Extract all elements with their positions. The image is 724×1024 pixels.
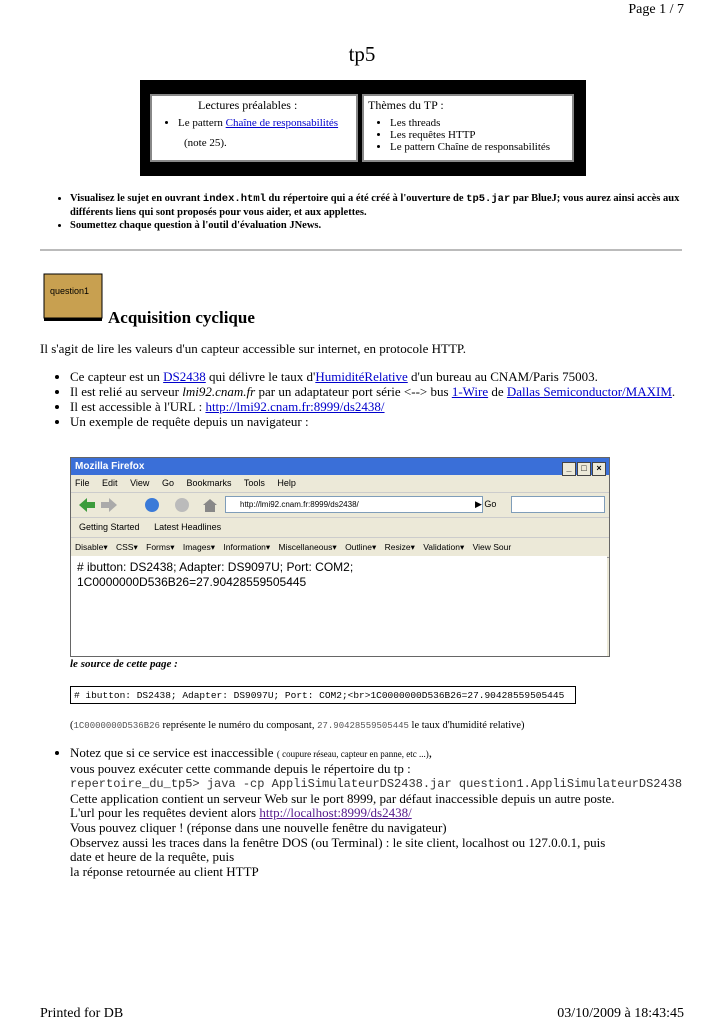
- dev-validation[interactable]: Validation▾: [423, 542, 465, 552]
- dev-disable[interactable]: Disable▾: [75, 542, 108, 552]
- reload-icon: [145, 498, 159, 512]
- readings-note: (note 25).: [184, 137, 227, 149]
- browser-content: [71, 556, 607, 656]
- footer-timestamp: 03/10/2009 à 18:43:45: [557, 1006, 684, 1021]
- folder-icon: [42, 272, 104, 322]
- intro-paragraph: Il s'agit de lire les valeurs d'un capteur accessible sur internet, en protocole HTTP.: [40, 341, 466, 356]
- inline-code: index.html: [202, 193, 266, 205]
- forward-icon: [101, 498, 117, 512]
- go-button[interactable]: ▶ Go: [475, 499, 497, 509]
- section-title: Acquisition cyclique: [108, 308, 255, 327]
- divider: [40, 249, 682, 251]
- inline-code: 27.90428559505445: [317, 721, 409, 731]
- document-title: tp5: [348, 42, 376, 66]
- themes-cell: [362, 94, 574, 162]
- command-line: repertoire_du_tp5> java -cp AppliSimulateurDS2438.jar question1.AppliSimulateurDS2438: [70, 777, 683, 792]
- text-line: Cette application contient un serveur Web sur le port 8999, par défaut inaccessible depuis un autre poste.: [70, 790, 615, 806]
- browser-titlebar: [71, 458, 609, 475]
- text-line: Observez aussi les traces dans la fenêtre DOS (ou Terminal) : le site client, localhost ou 127.0.0.1, puis: [70, 834, 606, 850]
- list-item: • Il est relié au serveur lmi92.cnam.fr par un adaptateur port série <--> bus 1-Wire de Dallas Semiconductor/MAXIM.: [70, 384, 696, 399]
- maximize-icon[interactable]: □: [577, 462, 591, 476]
- themes-item: • Le pattern Chaîne de responsabilités: [390, 141, 572, 153]
- nav-buttons: [77, 496, 217, 514]
- dev-css[interactable]: CSS▾: [116, 542, 138, 552]
- dev-outline[interactable]: Outline▾: [345, 542, 377, 552]
- menu-file[interactable]: File: [75, 478, 90, 488]
- dev-information[interactable]: Information▾: [223, 542, 271, 552]
- bookmarks-toolbar: [71, 518, 609, 538]
- bookmark-getting-started[interactable]: Getting Started: [79, 522, 140, 532]
- sensor-url-link[interactable]: http://lmi92.cnam.fr:8999/ds2438/: [205, 399, 385, 414]
- list-item: • Il est accessible à l'URL : http://lmi92.cnam.fr:8999/ds2438/: [70, 399, 696, 414]
- instructions-list: [54, 192, 694, 232]
- close-icon[interactable]: ×: [592, 462, 606, 476]
- humidity-link[interactable]: HumiditéRelative: [315, 369, 408, 384]
- instruction-item: • Visualisez le sujet en ouvrant index.html du répertoire qui a été créé à l'ouverture de tp5.jar par BlueJ; vous aurez ainsi accès aux différents liens qui sont proposés pour vous aider, et aux applettes.: [70, 192, 694, 219]
- url-input[interactable]: http://lmi92.cnam.fr:8999/ds2438/: [225, 496, 483, 513]
- list-item: • Ce capteur est un DS2438 qui délivre le taux d'HumiditéRelative d'un bureau au CNAM/Paris 75003.: [70, 369, 696, 384]
- menu-view[interactable]: View: [130, 478, 150, 488]
- dev-forms[interactable]: Forms▾: [146, 542, 175, 552]
- inline-code: 1C0000000D536B26: [73, 721, 160, 731]
- readings-cell: [150, 94, 358, 162]
- dev-images[interactable]: Images▾: [182, 542, 215, 552]
- menu-go[interactable]: Go: [161, 478, 174, 488]
- browser-screenshot: [70, 457, 610, 657]
- dev-misc[interactable]: Miscellaneous▾: [278, 542, 337, 552]
- stop-icon: [175, 498, 189, 512]
- folder-label: question1: [50, 286, 90, 296]
- menu-bookmarks[interactable]: Bookmarks: [186, 478, 232, 488]
- readings-heading: Lectures préalables :: [198, 98, 298, 112]
- menu-tools[interactable]: Tools: [243, 478, 265, 488]
- readings-item: • Le pattern Chaîne de responsabilités: [178, 117, 356, 129]
- bookmark-latest-headlines[interactable]: Latest Headlines: [154, 522, 222, 532]
- text-line: Vous pouvez cliquer ! (réponse dans une nouvelle fenêtre du navigateur): [70, 819, 447, 835]
- themes-item: • Les requêtes HTTP: [390, 129, 572, 141]
- value-note: (1C0000000D536B26 représente le numéro du composant, 27.90428559505445 le taux d'humidité relative): [70, 720, 525, 731]
- browser-navbar: [71, 492, 609, 518]
- home-icon: [203, 499, 217, 512]
- minimize-icon[interactable]: _: [562, 462, 576, 476]
- text-line: date et heure de la requête, puis: [70, 849, 235, 865]
- developer-toolbar: [71, 538, 609, 558]
- themes-heading: Thèmes du TP :: [368, 98, 444, 112]
- localhost-link[interactable]: http://localhost:8999/ds2438/: [259, 805, 412, 821]
- dev-view-source[interactable]: View Sour: [472, 542, 512, 552]
- sensor-list: [56, 369, 696, 429]
- dallas-link[interactable]: Dallas Semiconductor/MAXIM: [506, 384, 672, 399]
- search-input[interactable]: [511, 496, 605, 513]
- ds2438-link[interactable]: DS2438: [163, 369, 206, 384]
- text-line: la réponse retournée au client HTTP: [70, 863, 259, 879]
- content-line: # ibutton: DS2438; Adapter: DS9097U; Port: COM2;: [77, 560, 354, 574]
- readings-link[interactable]: Chaîne de responsabilités: [225, 117, 339, 129]
- dev-resize[interactable]: Resize▾: [384, 542, 415, 552]
- back-icon: [79, 498, 95, 512]
- onewire-link[interactable]: 1-Wire: [451, 384, 489, 399]
- summary-table: [140, 80, 586, 176]
- menu-edit[interactable]: Edit: [102, 478, 118, 488]
- simulator-list: [56, 746, 716, 879]
- browser-menubar: [71, 475, 609, 492]
- list-item: • Un exemple de requête depuis un navigateur :: [70, 414, 696, 429]
- menu-help[interactable]: Help: [277, 478, 296, 488]
- list-item: • Notez que si ce service est inaccessible ( coupure réseau, capteur en panne, etc ...), vous pouvez exécuter cette commande depuis le répertoire du tp : repertoire_du_tp5> java -cp AppliSimulateurDS2438.jar question1.AppliSimulateurDS2438 Cette application contient un serveur Web sur le port 8999, par défaut inaccessible depuis un autre poste. L'url pour les requêtes devient alors http://localhost:8999/ds2438/ Vous pouvez cliquer ! (réponse dans une nouvelle fenêtre du navigateur) Observez aussi les traces dans la fenêtre DOS (ou Terminal) : le site client, localhost ou 127.0.0.1, puis date et heure de la requête, puis la réponse retournée au client HTTP: [70, 746, 716, 879]
- footer-printed-for: Printed for DB: [40, 1006, 124, 1021]
- page-number: Page 1 / 7: [628, 2, 684, 17]
- text-line: vous pouvez exécuter cette commande depuis le répertoire du tp :: [70, 760, 411, 776]
- themes-item: • Les threads: [390, 117, 572, 129]
- source-label: le source de cette page :: [70, 658, 178, 670]
- inline-code: tp5.jar: [466, 193, 511, 205]
- content-line: 1C0000000D536B26=27.90428559505445: [77, 575, 307, 589]
- browser-title: Mozilla Firefox: [75, 461, 145, 472]
- source-code: # ibutton: DS2438; Adapter: DS9097U; Port: COM2;<br>1C0000000D536B26=27.90428559505445: [70, 686, 576, 704]
- instruction-item: • Soumettez chaque question à l'outil d'évaluation JNews.: [70, 219, 694, 232]
